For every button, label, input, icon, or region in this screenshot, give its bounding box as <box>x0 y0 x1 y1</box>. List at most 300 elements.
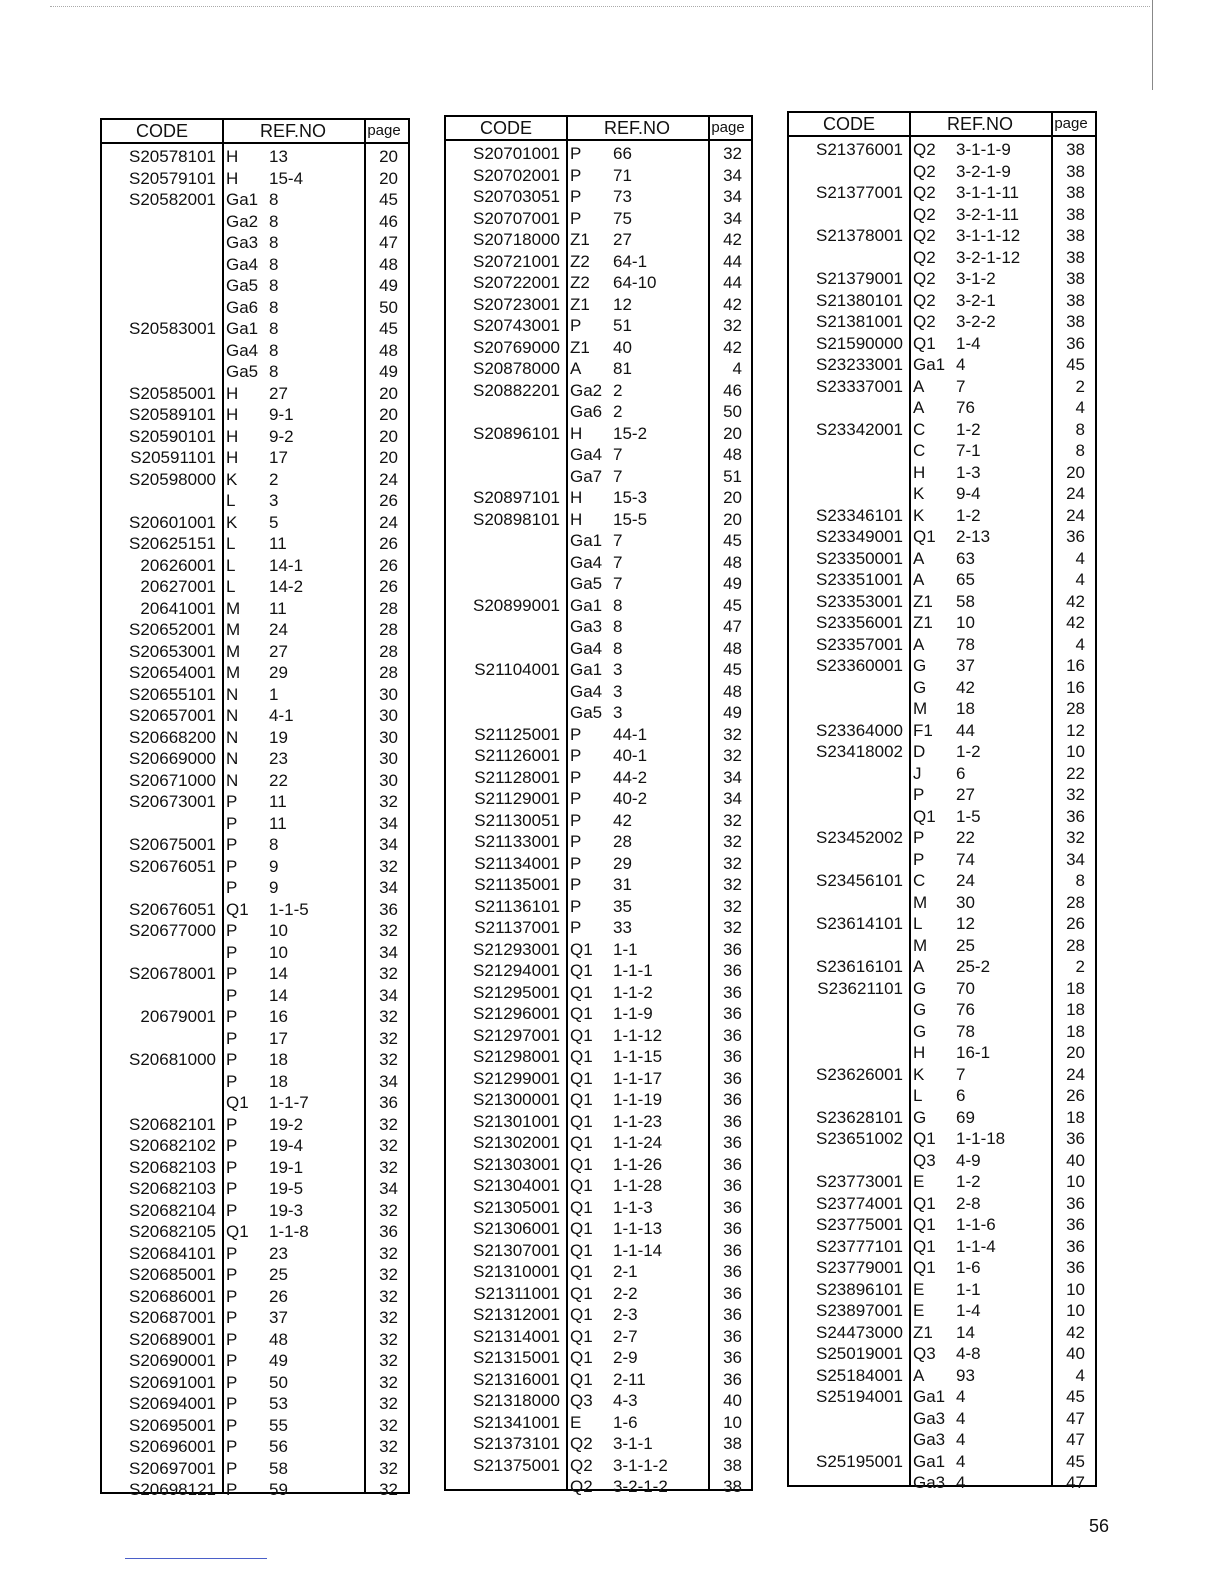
page-cell: 50 <box>379 297 398 317</box>
page-cell: 28 <box>379 598 398 618</box>
table-row <box>446 788 751 810</box>
ref-number-cell: 9-4 <box>956 484 981 503</box>
page-cell: 36 <box>723 1004 742 1023</box>
ref-number-cell: 56 <box>269 1437 288 1456</box>
ref-number-cell: 7 <box>613 445 623 464</box>
page-cell: 28 <box>379 620 398 639</box>
ref-number-cell: 37 <box>269 1308 288 1327</box>
table-row <box>446 1046 751 1068</box>
code-cell: S20579101 <box>129 168 216 188</box>
table-row <box>789 1193 1095 1215</box>
code-cell: S21300001 <box>473 1090 560 1109</box>
code-cell: S23779001 <box>816 1258 903 1277</box>
page-cell: 36 <box>1066 1193 1085 1213</box>
ref-number-cell: 16-1 <box>956 1043 991 1062</box>
code-cell: S20718000 <box>473 230 560 249</box>
table-row <box>789 419 1095 441</box>
ref-section-cell: H <box>226 168 239 188</box>
code-cell: S21296001 <box>473 1004 560 1023</box>
ref-section-cell: P <box>226 1265 238 1284</box>
page-cell: 24 <box>379 469 398 489</box>
ref-number-cell: 1-4 <box>956 333 981 353</box>
code-cell: S23773001 <box>816 1172 903 1191</box>
table-row <box>789 139 1095 161</box>
table-row <box>789 741 1095 763</box>
code-cell: S23896101 <box>816 1279 903 1299</box>
ref-section-cell: K <box>913 1064 925 1084</box>
ref-number-cell: 4 <box>956 355 966 374</box>
ref-number-cell: 4-3 <box>613 1391 638 1410</box>
ref-section-cell: C <box>913 419 926 439</box>
code-cell: S20669000 <box>129 749 216 768</box>
code-cell: S23353001 <box>816 591 903 611</box>
ref-number-cell: 3-2-1 <box>956 290 996 310</box>
ref-section-cell: L <box>226 491 236 510</box>
page-cell: 48 <box>723 445 742 464</box>
page-cell: 32 <box>723 746 742 765</box>
code-cell: S20682105 <box>129 1222 216 1241</box>
code-cell: S20695001 <box>129 1415 216 1435</box>
header-ref-no: REF.NO <box>259 121 326 141</box>
code-cell: S21380101 <box>816 290 903 310</box>
ref-number-cell: 81 <box>613 359 632 378</box>
table-row <box>789 1085 1095 1107</box>
page-cell: 4 <box>1075 548 1085 568</box>
scan-edge-line <box>1152 0 1153 90</box>
ref-section-cell: H <box>570 509 583 529</box>
code-cell: S20685001 <box>129 1265 216 1284</box>
page-cell: 20 <box>379 383 398 403</box>
page-cell: 32 <box>379 1415 398 1435</box>
table-row <box>789 354 1095 376</box>
ref-number-cell: 1-1-2 <box>613 982 653 1002</box>
page-cell: 34 <box>379 813 398 833</box>
ref-number-cell: 11 <box>269 534 287 553</box>
ref-section-cell: F1 <box>913 720 933 740</box>
table-row <box>789 462 1095 484</box>
table-row <box>446 1476 751 1498</box>
page-cell: 36 <box>1066 1258 1085 1277</box>
page-cell: 42 <box>1066 1322 1085 1342</box>
ref-section-cell: P <box>226 1136 238 1155</box>
page-cell: 26 <box>379 555 398 575</box>
code-cell: S20899001 <box>473 595 560 615</box>
table-row <box>102 1372 408 1394</box>
table-row <box>789 913 1095 935</box>
table-row <box>789 397 1095 419</box>
ref-section-cell: H <box>913 462 926 482</box>
page-cell: 20 <box>1066 1043 1085 1062</box>
page-cell: 28 <box>379 641 398 661</box>
ref-section-cell: P <box>570 746 582 765</box>
code-cell: S21126001 <box>474 746 560 765</box>
table-row <box>789 677 1095 699</box>
table-row <box>789 1279 1095 1301</box>
ref-number-cell: 2-2 <box>613 1283 638 1303</box>
ref-number-cell: 9-2 <box>269 426 294 446</box>
ref-section-cell: K <box>226 469 238 489</box>
ref-number-cell: 2-11 <box>613 1369 646 1389</box>
page-cell: 20 <box>1066 462 1085 482</box>
page-cell: 20 <box>379 147 398 166</box>
ref-section-cell: Q1 <box>570 1176 593 1195</box>
ref-number-cell: 1-3 <box>956 462 981 482</box>
code-cell: S20682103 <box>129 1179 216 1198</box>
page-cell: 24 <box>1066 505 1085 525</box>
code-cell: S21129001 <box>474 789 560 808</box>
ref-number-cell: 19-5 <box>269 1179 304 1198</box>
ref-section-cell: Q1 <box>913 1258 936 1277</box>
page-cell: 42 <box>723 294 742 314</box>
page-cell: 32 <box>1066 785 1085 804</box>
table-row <box>789 935 1095 957</box>
code-cell: S21312001 <box>473 1305 560 1324</box>
ref-section-cell: Ga5 <box>226 362 259 381</box>
ref-section-cell: H <box>226 383 239 403</box>
page-cell: 40 <box>1066 1344 1085 1363</box>
ref-section-cell: P <box>226 1200 238 1220</box>
ref-section-cell: Q2 <box>570 1434 593 1453</box>
page-cell: 28 <box>379 663 398 682</box>
ref-section-cell: Q2 <box>913 269 936 288</box>
table-row <box>446 444 751 466</box>
ref-number-cell: 1-2 <box>956 1172 981 1191</box>
table-row <box>446 638 751 660</box>
ref-number-cell: 16 <box>269 1007 288 1026</box>
table-row <box>789 1107 1095 1129</box>
ref-number-cell: 3-2-1-12 <box>956 247 1021 267</box>
page-cell: 8 <box>1075 419 1085 439</box>
table-row <box>789 720 1095 742</box>
code-cell: S23350001 <box>816 548 903 568</box>
page-cell: 34 <box>379 942 398 962</box>
ref-section-cell: Q2 <box>913 312 936 331</box>
table-row <box>789 526 1095 548</box>
code-cell: S21379001 <box>816 269 903 288</box>
ref-section-cell: Ga3 <box>913 1408 946 1428</box>
table-row <box>446 337 751 359</box>
ref-section-cell: G <box>913 978 927 998</box>
table-row <box>102 275 408 297</box>
ref-number-cell: 71 <box>613 165 632 185</box>
table-header <box>789 113 1095 137</box>
index-table-3 <box>787 111 1097 1492</box>
table-row <box>446 466 751 488</box>
page-cell: 36 <box>379 899 398 919</box>
ref-number-cell: 4 <box>956 1451 966 1471</box>
code-cell: S21298001 <box>473 1047 560 1066</box>
ref-number-cell: 7 <box>613 552 623 572</box>
ref-section-cell: Q1 <box>913 333 936 353</box>
table-row <box>102 727 408 749</box>
table-row <box>102 1415 408 1437</box>
ref-section-cell: Q1 <box>570 939 593 959</box>
code-cell: S23418002 <box>816 742 903 761</box>
table-row <box>446 401 751 423</box>
code-cell: S21294001 <box>473 961 560 980</box>
page-cell: 32 <box>379 1394 398 1413</box>
table-row <box>446 1412 751 1434</box>
ref-section-cell: G <box>913 1021 927 1041</box>
ref-number-cell: 1-1-26 <box>613 1154 663 1174</box>
ref-number-cell: 58 <box>269 1458 288 1478</box>
ref-section-cell: Ga1 <box>570 531 603 550</box>
ref-number-cell: 23 <box>269 749 288 768</box>
page-cell: 20 <box>723 509 742 529</box>
code-cell: S21104001 <box>474 660 560 679</box>
ref-number-cell: 11 <box>269 813 287 833</box>
code-cell: S21299001 <box>473 1068 560 1088</box>
ref-number-cell: 2-7 <box>613 1326 638 1346</box>
page-cell: 18 <box>1066 1000 1085 1019</box>
ref-number-cell: 8 <box>269 211 279 231</box>
ref-section-cell: P <box>913 785 925 804</box>
ref-number-cell: 1-1-28 <box>613 1176 663 1195</box>
table-row <box>446 1111 751 1133</box>
page-cell: 32 <box>379 1114 398 1134</box>
page-cell: 32 <box>723 832 742 851</box>
page-cell: 36 <box>1066 333 1085 353</box>
code-cell: S20598000 <box>129 469 216 489</box>
page-cell: 49 <box>723 703 742 722</box>
ref-section-cell: Ga3 <box>913 1473 946 1492</box>
ref-section-cell: G <box>913 1107 927 1127</box>
page-cell: 34 <box>379 878 398 897</box>
page-cell: 36 <box>723 1047 742 1066</box>
ref-number-cell: 14 <box>269 964 288 983</box>
code-cell: S20697001 <box>129 1458 216 1478</box>
page-cell: 49 <box>723 574 742 593</box>
ref-section-cell: G <box>913 677 927 697</box>
page-cell: 26 <box>1066 1086 1085 1105</box>
ref-section-cell: Ga6 <box>226 297 259 317</box>
code-cell: S21316001 <box>473 1369 560 1389</box>
page-cell: 36 <box>379 1093 398 1112</box>
page-cell: 24 <box>1066 484 1085 503</box>
page-cell: 32 <box>379 1243 398 1263</box>
ref-section-cell: M <box>913 892 928 912</box>
code-cell: S21297001 <box>473 1025 560 1045</box>
ref-section-cell: L <box>226 555 236 575</box>
table-row <box>789 763 1095 785</box>
page-cell: 8 <box>1075 871 1085 890</box>
ref-section-cell: Q1 <box>570 1068 593 1088</box>
ref-section-cell: P <box>226 1007 238 1026</box>
ref-number-cell: 3-1-2 <box>956 269 996 288</box>
ref-number-cell: 6 <box>956 763 966 783</box>
table-row <box>789 1128 1095 1150</box>
ref-section-cell: Ga1 <box>913 1451 946 1471</box>
ref-section-cell: P <box>570 724 582 744</box>
table-row <box>789 247 1095 269</box>
ref-number-cell: 3-1-1 <box>613 1434 653 1453</box>
table-row <box>446 1283 751 1305</box>
code-cell: S23357001 <box>816 634 903 654</box>
table-row <box>446 745 751 767</box>
page-cell: 38 <box>1066 290 1085 310</box>
page-cell: 34 <box>379 985 398 1005</box>
ref-number-cell: 1-6 <box>613 1412 638 1432</box>
page-cell: 32 <box>379 1007 398 1026</box>
code-cell: S21314001 <box>473 1326 560 1346</box>
ref-section-cell: Q1 <box>570 1047 593 1066</box>
page-cell: 47 <box>723 617 742 636</box>
table-row <box>789 634 1095 656</box>
ref-section-cell: Ga5 <box>226 276 259 295</box>
code-cell: S21137001 <box>474 918 560 937</box>
ref-section-cell: P <box>570 767 582 787</box>
ref-section-cell: Q3 <box>913 1150 936 1170</box>
page-cell: 32 <box>379 1372 398 1392</box>
page-cell: 24 <box>379 512 398 532</box>
table-row <box>102 1114 408 1136</box>
scan-edge-line <box>50 6 1150 7</box>
ref-number-cell: 3-1-1-11 <box>956 183 1019 202</box>
ref-number-cell: 50 <box>269 1372 288 1392</box>
ref-number-cell: 22 <box>956 828 975 847</box>
page-cell: 38 <box>1066 183 1085 202</box>
table-row <box>446 1433 751 1455</box>
table-row <box>102 555 408 577</box>
ref-section-cell: Z1 <box>570 337 590 357</box>
ref-section-cell: Q1 <box>226 1093 249 1112</box>
page-cell: 45 <box>723 595 742 615</box>
page-cell: 36 <box>723 1262 742 1281</box>
page-cell: 30 <box>379 706 398 725</box>
ref-section-cell: N <box>226 727 239 747</box>
page-cell: 36 <box>723 939 742 959</box>
page-cell: 4 <box>1075 634 1085 654</box>
ref-section-cell: P <box>226 1308 238 1327</box>
ref-section-cell: Q1 <box>570 1004 593 1023</box>
page-cell: 38 <box>1066 161 1085 181</box>
table-row <box>446 853 751 875</box>
ref-section-cell: E <box>913 1279 925 1299</box>
page-cell: 4 <box>732 359 742 378</box>
table-row <box>102 1028 408 1050</box>
table-row <box>102 813 408 835</box>
page-cell: 38 <box>723 1455 742 1475</box>
code-cell: S20878000 <box>473 359 560 378</box>
table-row <box>789 1021 1095 1043</box>
ref-section-cell: Ga3 <box>570 617 603 636</box>
ref-number-cell: 29 <box>613 853 632 873</box>
page-cell: 32 <box>379 1351 398 1370</box>
table-row <box>102 1092 408 1114</box>
code-cell: S20668200 <box>129 727 216 747</box>
page-cell: 45 <box>723 660 742 679</box>
page-cell: 2 <box>1075 957 1085 976</box>
page-cell: 32 <box>379 1200 398 1220</box>
code-cell: S21301001 <box>473 1111 560 1131</box>
ref-number-cell: 44-1 <box>613 724 648 744</box>
table-row <box>102 684 408 706</box>
ref-section-cell: Q2 <box>913 140 936 159</box>
code-cell: S20694001 <box>129 1394 216 1413</box>
ref-number-cell: 48 <box>269 1329 288 1349</box>
page-cell: 36 <box>1066 806 1085 826</box>
ref-section-cell: Q1 <box>913 806 936 826</box>
table-row <box>789 1236 1095 1258</box>
table-row <box>789 1150 1095 1172</box>
ref-number-cell: 19 <box>269 727 288 747</box>
ref-section-cell: P <box>226 878 238 897</box>
table-row <box>102 1178 408 1200</box>
ref-section-cell: E <box>570 1412 582 1432</box>
ref-section-cell: Q1 <box>570 1240 593 1260</box>
table-row <box>102 598 408 620</box>
table-header <box>446 117 751 141</box>
page-cell: 34 <box>379 1071 398 1091</box>
page-cell: 34 <box>723 767 742 787</box>
code-cell: S21376001 <box>816 140 903 159</box>
table-row <box>446 960 751 982</box>
page-cell: 46 <box>723 380 742 400</box>
ref-section-cell: P <box>570 316 582 335</box>
table-row <box>789 548 1095 570</box>
ref-number-cell: 64-10 <box>613 273 657 292</box>
table-row <box>446 1175 751 1197</box>
ref-number-cell: 51 <box>613 316 632 335</box>
code-cell: S21306001 <box>473 1219 560 1238</box>
page-cell: 42 <box>723 337 742 357</box>
page-cell: 32 <box>379 1157 398 1177</box>
code-cell: S21304001 <box>473 1176 560 1195</box>
page-cell: 34 <box>723 165 742 185</box>
table-row <box>102 1458 408 1480</box>
ref-number-cell: 17 <box>269 448 288 467</box>
ref-number-cell: 7 <box>613 466 623 486</box>
code-cell: S21375001 <box>473 1455 560 1475</box>
ref-section-cell: P <box>226 1286 238 1306</box>
code-cell: S21128001 <box>474 767 560 787</box>
ref-section-cell: P <box>570 832 582 851</box>
ref-number-cell: 27 <box>613 230 632 249</box>
table-row <box>102 834 408 856</box>
ref-number-cell: 4-9 <box>956 1150 981 1170</box>
ref-section-cell: H <box>570 488 583 507</box>
page-cell: 20 <box>379 405 398 424</box>
ref-number-cell: 25 <box>269 1265 288 1284</box>
table-row <box>789 784 1095 806</box>
page-cell: 32 <box>723 810 742 830</box>
ref-section-cell: Q1 <box>570 1154 593 1174</box>
ref-section-cell: Ga1 <box>570 660 603 679</box>
ref-section-cell: C <box>913 871 926 890</box>
page-cell: 42 <box>1066 613 1085 632</box>
page-cell: 32 <box>379 1265 398 1284</box>
ref-number-cell: 8 <box>269 254 279 274</box>
ref-number-cell: 19-2 <box>269 1114 304 1134</box>
ref-section-cell: P <box>226 964 238 983</box>
page-cell: 36 <box>379 1222 398 1241</box>
ref-number-cell: 40-2 <box>613 789 648 808</box>
code-cell: S20583001 <box>129 319 216 338</box>
code-cell: S23616101 <box>816 957 903 976</box>
table-row <box>789 870 1095 892</box>
code-cell: S21293001 <box>473 939 560 959</box>
page-cell: 36 <box>1066 1129 1085 1148</box>
ref-section-cell: Q2 <box>913 226 936 245</box>
table-row <box>102 662 408 684</box>
table-row <box>446 315 751 337</box>
table-row <box>446 831 751 853</box>
code-cell: S21295001 <box>473 982 560 1002</box>
ref-number-cell: 27 <box>956 785 975 804</box>
table-row <box>446 681 751 703</box>
index-table-2 <box>444 115 753 1496</box>
ref-section-cell: P <box>226 835 238 854</box>
